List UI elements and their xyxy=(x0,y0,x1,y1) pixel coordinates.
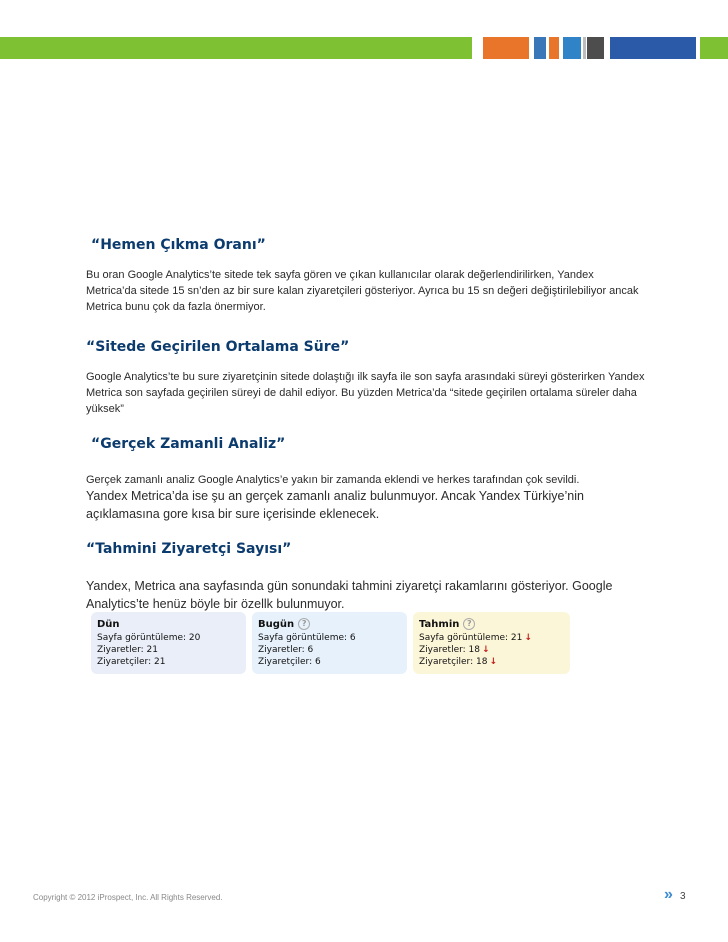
widget-title-text: Tahmin xyxy=(419,619,460,630)
widget-line-text: Ziyaretler: 18 xyxy=(419,645,481,655)
page-number: 3 xyxy=(680,891,686,902)
section-body-bounce-rate: Bu oran Google Analytics’te sitede tek sayfa gören ve çıkan kullanıcılar olarak değerlendirilirken, Yandex Metrica’da sitede 15 sn’den az bir sure kalan ziyaretçileri gösteriyor. Ayrıca bu 15 sn değeri değiştirilebiliyor ancak Metrica bunu çok da fazla önermiyor. xyxy=(86,269,639,313)
section-title-bounce-rate: “Hemen Çıkma Oranı” xyxy=(91,237,266,253)
header-square-blue xyxy=(534,37,546,59)
header-square-orange xyxy=(483,37,529,59)
widget-line xyxy=(419,656,570,668)
section-title-avg-time: “Sitede Geçirilen Ortalama Süre” xyxy=(86,339,350,355)
header-square-dark xyxy=(587,37,604,59)
section-body-realtime-small: Gerçek zamanlı analiz Google Analytics’e yakın bir zamanda eklendi ve herkes tarafından çok sevildi. xyxy=(86,474,580,486)
header-square-navy xyxy=(610,37,696,59)
down-arrow-icon: ↓ xyxy=(524,633,532,643)
section-body-avg-time: Google Analytics’te bu sure ziyaretçinin sitede dolaştığı ilk sayfa ile son sayfa arasındaki süreyi gösterirken Yandex Metrica son sayfada geçirilen süreyi de dahil ediyor. Bu yüzden Metrica’da “sitede geçirilen ortalama süreler daha yüksek” xyxy=(86,371,645,415)
widget-line: Ziyaretçiler: 6 xyxy=(258,657,321,667)
widget-title-yesterday: Dün xyxy=(97,619,120,630)
widget-title-today xyxy=(258,618,407,631)
stats-widget-yesterday xyxy=(91,612,246,674)
stats-widget-today xyxy=(252,612,407,674)
widget-line: Sayfa görüntüleme: 20 xyxy=(97,633,201,643)
footer-copyright: Copyright © 2012 iProspect, Inc. All Rights Reserved. xyxy=(33,893,223,902)
header-green-stripe xyxy=(0,37,472,59)
widget-line xyxy=(419,632,570,644)
header-square-green xyxy=(700,37,728,59)
down-arrow-icon: ↓ xyxy=(482,645,490,655)
help-icon[interactable]: ? xyxy=(463,618,475,630)
section-body-estimated-visitors: Yandex, Metrica ana sayfasında gün sonundaki tahmini ziyaretçi rakamlarını gösteriyor. Google Analytics’te henüz böyle bir özellk bulunmuyor. xyxy=(86,579,613,611)
widget-line: Ziyaretçiler: 21 xyxy=(97,657,166,667)
chevron-right-icon: » xyxy=(664,886,673,903)
widget-line: Sayfa görüntüleme: 6 xyxy=(258,633,356,643)
widget-title-estimate xyxy=(419,618,570,631)
widget-line xyxy=(419,644,570,656)
widget-title-text: Bugün xyxy=(258,619,295,630)
header-bar xyxy=(0,37,728,59)
section-body-realtime-large: Yandex Metrica’da ise şu an gerçek zamanlı analiz bulunmuyor. Ancak Yandex Türkiye’nin açıklamasına gore kısa bir sure içerisinde eklenecek. xyxy=(86,489,584,521)
down-arrow-icon: ↓ xyxy=(489,657,497,667)
header-square-orange-small xyxy=(549,37,559,59)
section-title-realtime: “Gerçek Zamanli Analiz” xyxy=(91,436,286,452)
header-square-blue-2 xyxy=(563,37,581,59)
widget-line-text: Ziyaretçiler: 18 xyxy=(419,657,488,667)
widget-line: Ziyaretler: 21 xyxy=(97,645,159,655)
widget-line: Ziyaretler: 6 xyxy=(258,645,314,655)
header-square-gray xyxy=(583,37,586,59)
stats-widget-estimate xyxy=(413,612,570,674)
help-icon[interactable]: ? xyxy=(298,618,310,630)
section-title-estimated-visitors: “Tahmini Ziyaretçi Sayısı” xyxy=(86,541,292,557)
widget-line-text: Sayfa görüntüleme: 21 xyxy=(419,633,523,643)
